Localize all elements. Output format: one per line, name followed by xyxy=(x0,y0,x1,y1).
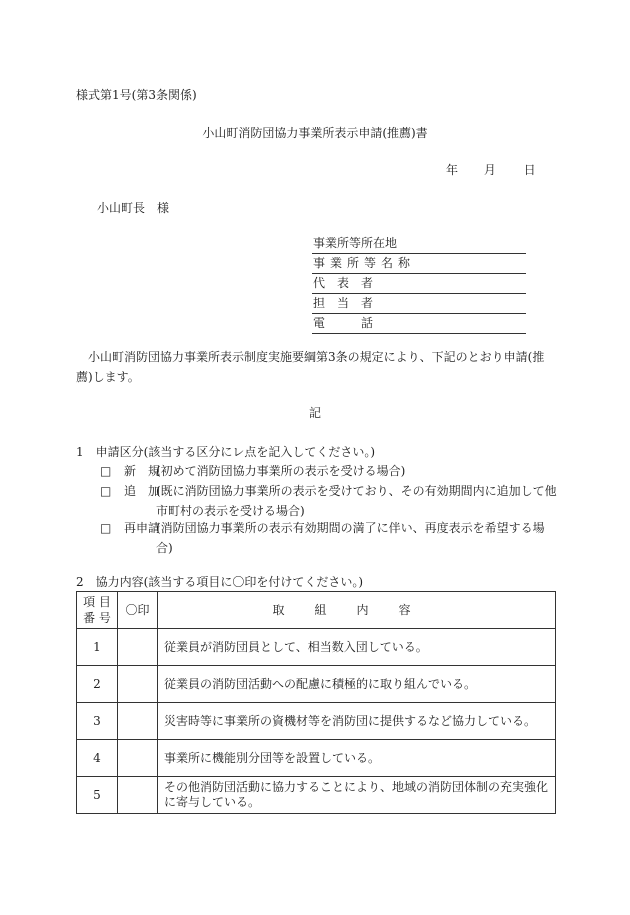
option-label: 追 加 xyxy=(124,484,161,498)
row-number: 1 xyxy=(77,629,118,666)
cooperation-table xyxy=(76,591,556,814)
table-row xyxy=(77,777,556,814)
date-year: 年 xyxy=(446,163,459,177)
addressee: 小山町長 様 xyxy=(97,201,170,215)
date-day: 日 xyxy=(523,163,536,177)
option-label: 再申請 xyxy=(124,521,161,535)
field-representative: 代 表 者 xyxy=(312,274,526,294)
section1-heading: 1 申請区分(該当する区分にレ点を記入してください。) xyxy=(76,445,376,459)
row-content: 従業員の消防団活動への配慮に積極的に取り組んでいる。 xyxy=(158,666,556,703)
section2-heading: 2 協力内容(該当する項目に〇印を付けてください。) xyxy=(76,575,364,589)
form-number: 様式第1号(第3条関係) xyxy=(76,88,197,102)
header-item-no-line1: 項 目 xyxy=(83,595,111,609)
ki-heading: 記 xyxy=(308,406,321,420)
option-desc: (消防団協力事業所の表示有効期間の満了に伴い、再度表示を希望する場合) xyxy=(156,521,545,555)
row-content: 災害時等に事業所の資機材等を消防団に提供するなど協力している。 xyxy=(158,703,556,740)
date-row xyxy=(446,161,536,178)
option-desc: (既に消防団協力事業所の表示を受けており、その有効期間内に追加して他市町村の表示を受ける場合) xyxy=(156,484,557,518)
applicant-fields xyxy=(312,234,526,334)
row-content: 従業員が消防団員として、相当数入団している。 xyxy=(158,629,556,666)
row-mark-cell[interactable] xyxy=(118,629,158,666)
row-mark-cell[interactable] xyxy=(118,703,158,740)
row-mark-cell[interactable] xyxy=(118,666,158,703)
row-mark-cell[interactable] xyxy=(118,777,158,814)
field-address: 事業所等所在地 xyxy=(312,234,526,254)
date-month: 月 xyxy=(483,163,496,177)
checkbox-new[interactable]: □ xyxy=(100,464,112,478)
document-title: 小山町消防団協力事業所表示申請(推薦)書 xyxy=(202,126,428,140)
checkbox-add[interactable]: □ xyxy=(100,484,112,498)
table-row xyxy=(77,629,556,666)
table-row xyxy=(77,666,556,703)
option-desc: (初めて消防団協力事業所の表示を受ける場合) xyxy=(156,464,406,478)
row-content: その他消防団活動に協力することにより、地域の消防団体制の充実強化に寄与している。 xyxy=(158,777,556,814)
field-phone: 電 話 xyxy=(312,314,526,334)
row-number: 2 xyxy=(77,666,118,703)
table-row xyxy=(77,740,556,777)
checkbox-reapply[interactable]: □ xyxy=(100,521,112,535)
table-header-row xyxy=(77,592,556,629)
header-content: 取組内容 xyxy=(158,592,556,629)
row-number: 3 xyxy=(77,703,118,740)
field-contact-person: 担 当 者 xyxy=(312,294,526,314)
header-item-no-line2: 番 号 xyxy=(83,611,111,625)
row-content: 事業所に機能別分団等を設置している。 xyxy=(158,740,556,777)
field-name: 事業所等名称 xyxy=(312,254,526,274)
row-mark-cell[interactable] xyxy=(118,740,158,777)
row-number: 4 xyxy=(77,740,118,777)
body-text: 小山町消防団協力事業所表示制度実施要綱第3条の規定により、下記のとおり申請(推薦)します。 xyxy=(76,350,545,384)
header-mark: 〇印 xyxy=(118,592,158,629)
option-label: 新 規 xyxy=(124,464,161,478)
header-item-no xyxy=(77,592,118,629)
row-number: 5 xyxy=(77,777,118,814)
table-row xyxy=(77,703,556,740)
